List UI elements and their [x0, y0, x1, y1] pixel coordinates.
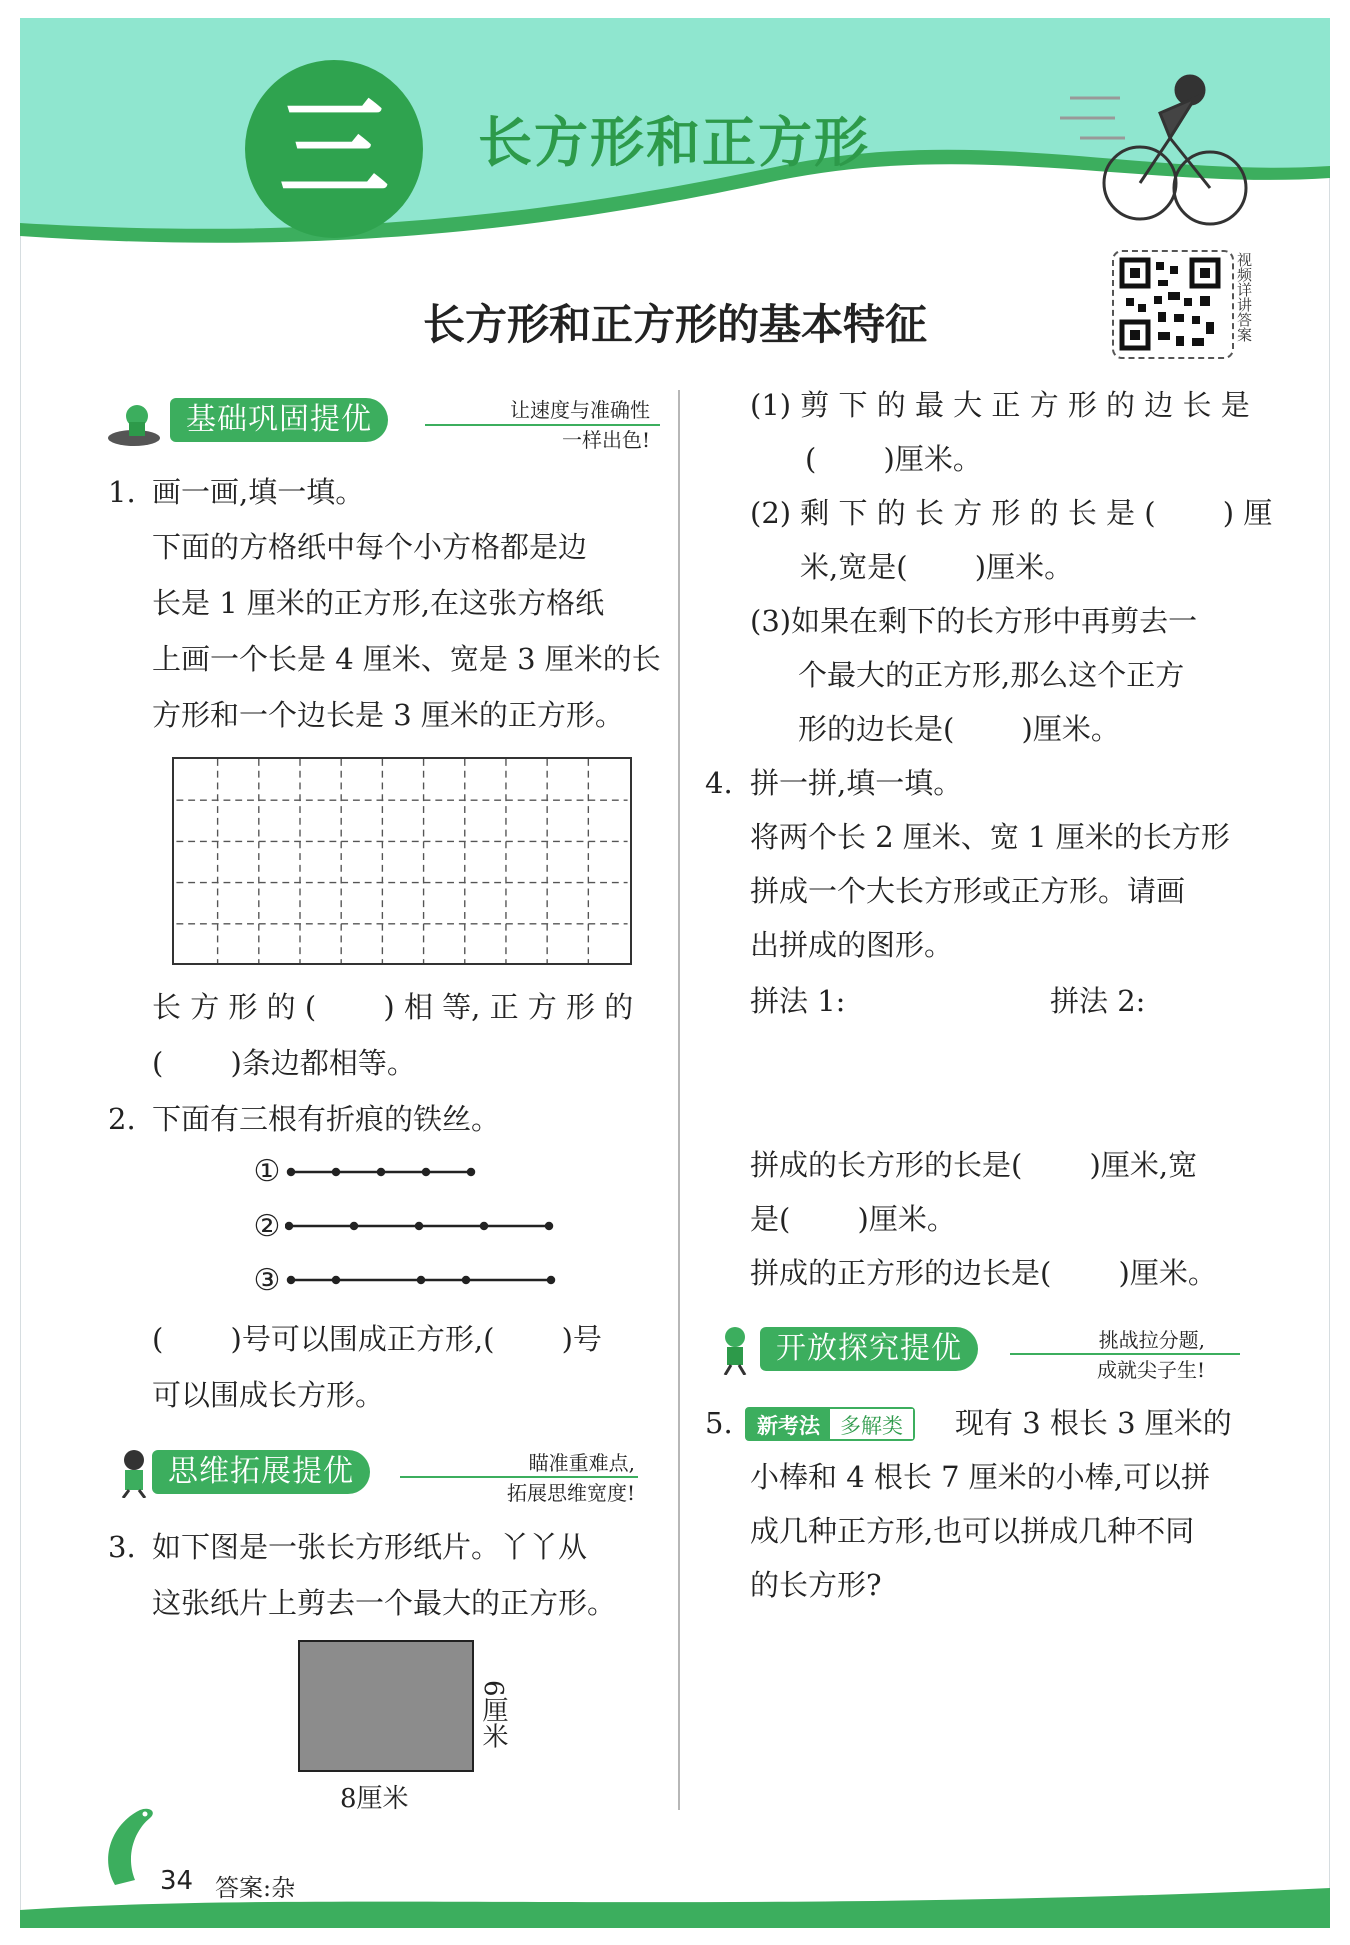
lesson-title: 长方形和正方形的基本特征 [422, 300, 927, 349]
q5-tag [745, 1407, 915, 1441]
q1-line-4: 方形和一个边长是 3 厘米的正方形。 [152, 698, 624, 732]
q4-method-1: 拼法 1: [750, 984, 846, 1018]
q2-number: 2. [108, 1102, 136, 1136]
section-mascot-icon [705, 1325, 763, 1375]
q4-fill-3: 拼成的正方形的边长是( )厘米。 [750, 1256, 1217, 1290]
q1-title: 画一画,填一填。 [152, 475, 365, 509]
q2-fill-2: 可以围成长方形。 [152, 1378, 385, 1412]
section-badge-thinking: 思维拓展提优 [152, 1450, 370, 1494]
section-mascot-icon [105, 400, 163, 450]
section-badge-basic: 基础巩固提优 [170, 398, 388, 442]
qr-label: 视频详讲答案 [1235, 252, 1253, 342]
q4-fill-1: 拼成的长方形的长是( )厘米,宽 [750, 1148, 1198, 1182]
q1-fill-2: ( )条边都相等。 [152, 1046, 416, 1080]
chapter-number: 三 [279, 85, 389, 213]
page-number: 34 [160, 1866, 194, 1896]
q5-line-4: 的长方形? [750, 1568, 882, 1602]
folded-wires-diagram [285, 1150, 565, 1310]
q3-sub3-line-2: 个最大的正方形,那么这个正方 [798, 658, 1185, 692]
q3-number: 3. [108, 1530, 136, 1564]
column-divider [678, 390, 680, 1810]
q4-title: 拼一拼,填一填。 [750, 766, 963, 800]
section-underline [400, 1476, 638, 1478]
section-note-basic-2: 一样出色! [561, 428, 650, 452]
q3-sub2-line-2: 米,宽是( )厘米。 [800, 550, 1074, 584]
q1-number: 1. [108, 475, 136, 509]
q5-line-2: 小棒和 4 根长 7 厘米的小棒,可以拼 [750, 1460, 1210, 1494]
section-note-thinking-1: 瞄准重难点, [528, 1451, 635, 1475]
q3-sub2-line-1: (2) 剩 下 的 长 方 形 的 长 是 ( ) 厘 [750, 496, 1273, 530]
wire-label-2: ② [253, 1209, 281, 1244]
q1-line-3: 上画一个长是 4 厘米、宽是 3 厘米的长 [152, 642, 661, 676]
wire-label-3: ③ [253, 1263, 281, 1298]
rectangle-paper-figure [298, 1640, 474, 1772]
q5-line-1: 现有 3 根长 3 厘米的 [955, 1406, 1232, 1440]
q5-number: 5. [705, 1406, 733, 1440]
wire-label-1: ① [253, 1154, 281, 1189]
rect-height-label: 6厘米 [478, 1680, 508, 1749]
new-exam-tag: 新考法 [747, 1409, 830, 1439]
q5-line-3: 成几种正方形,也可以拼成几种不同 [750, 1514, 1195, 1548]
section-underline [1010, 1353, 1240, 1355]
rect-width-label: 8厘米 [340, 1784, 409, 1814]
q2-fill-1: ( )号可以围成正方形,( )号 [152, 1322, 602, 1356]
q3-line-1: 如下图是一张长方形纸片。丫丫从 [152, 1530, 588, 1564]
section-note-basic-1: 让速度与准确性 [510, 398, 650, 422]
q3-line-2: 这张纸片上剪去一个最大的正方形。 [152, 1586, 617, 1620]
q4-method-2: 拼法 2: [1050, 984, 1146, 1018]
q3-sub3-line-3: 形的边长是( )厘米。 [798, 712, 1120, 746]
section-note-open-2: 成就尖子生! [1096, 1358, 1205, 1382]
q4-line-1: 将两个长 2 厘米、宽 1 厘米的长方形 [750, 820, 1230, 854]
q3-sub1-line-1: (1) 剪 下 的 最 大 正 方 形 的 边 长 是 [750, 388, 1250, 422]
chapter-title: 长方形和正方形 [478, 111, 870, 174]
q1-line-2: 长是 1 厘米的正方形,在这张方格纸 [152, 586, 605, 620]
dolphin-icon [95, 1800, 165, 1890]
multi-solution-tag: 多解类 [830, 1409, 913, 1439]
answer-note: 答案:杂 [215, 1874, 296, 1902]
q4-line-2: 拼成一个大长方形或正方形。请画 [750, 874, 1186, 908]
q4-line-3: 出拼成的图形。 [750, 928, 954, 962]
section-note-thinking-2: 拓展思维宽度! [506, 1481, 635, 1505]
section-underline [425, 424, 660, 426]
q4-number: 4. [705, 766, 733, 800]
square-grid-paper[interactable] [172, 757, 632, 965]
q1-fill-1: 长 方 形 的 ( ) 相 等, 正 方 形 的 [152, 990, 634, 1024]
section-note-open-1: 挑战拉分题, [1098, 1328, 1205, 1352]
q3-sub1-line-2: ( )厘米。 [805, 442, 982, 476]
q3-sub3-line-1: (3)如果在剩下的长方形中再剪去一 [750, 604, 1198, 638]
q4-fill-2: 是( )厘米。 [750, 1202, 956, 1236]
q2-title: 下面有三根有折痕的铁丝。 [152, 1102, 501, 1136]
q1-line-1: 下面的方格纸中每个小方格都是边 [152, 530, 588, 564]
section-badge-open: 开放探究提优 [760, 1327, 978, 1371]
